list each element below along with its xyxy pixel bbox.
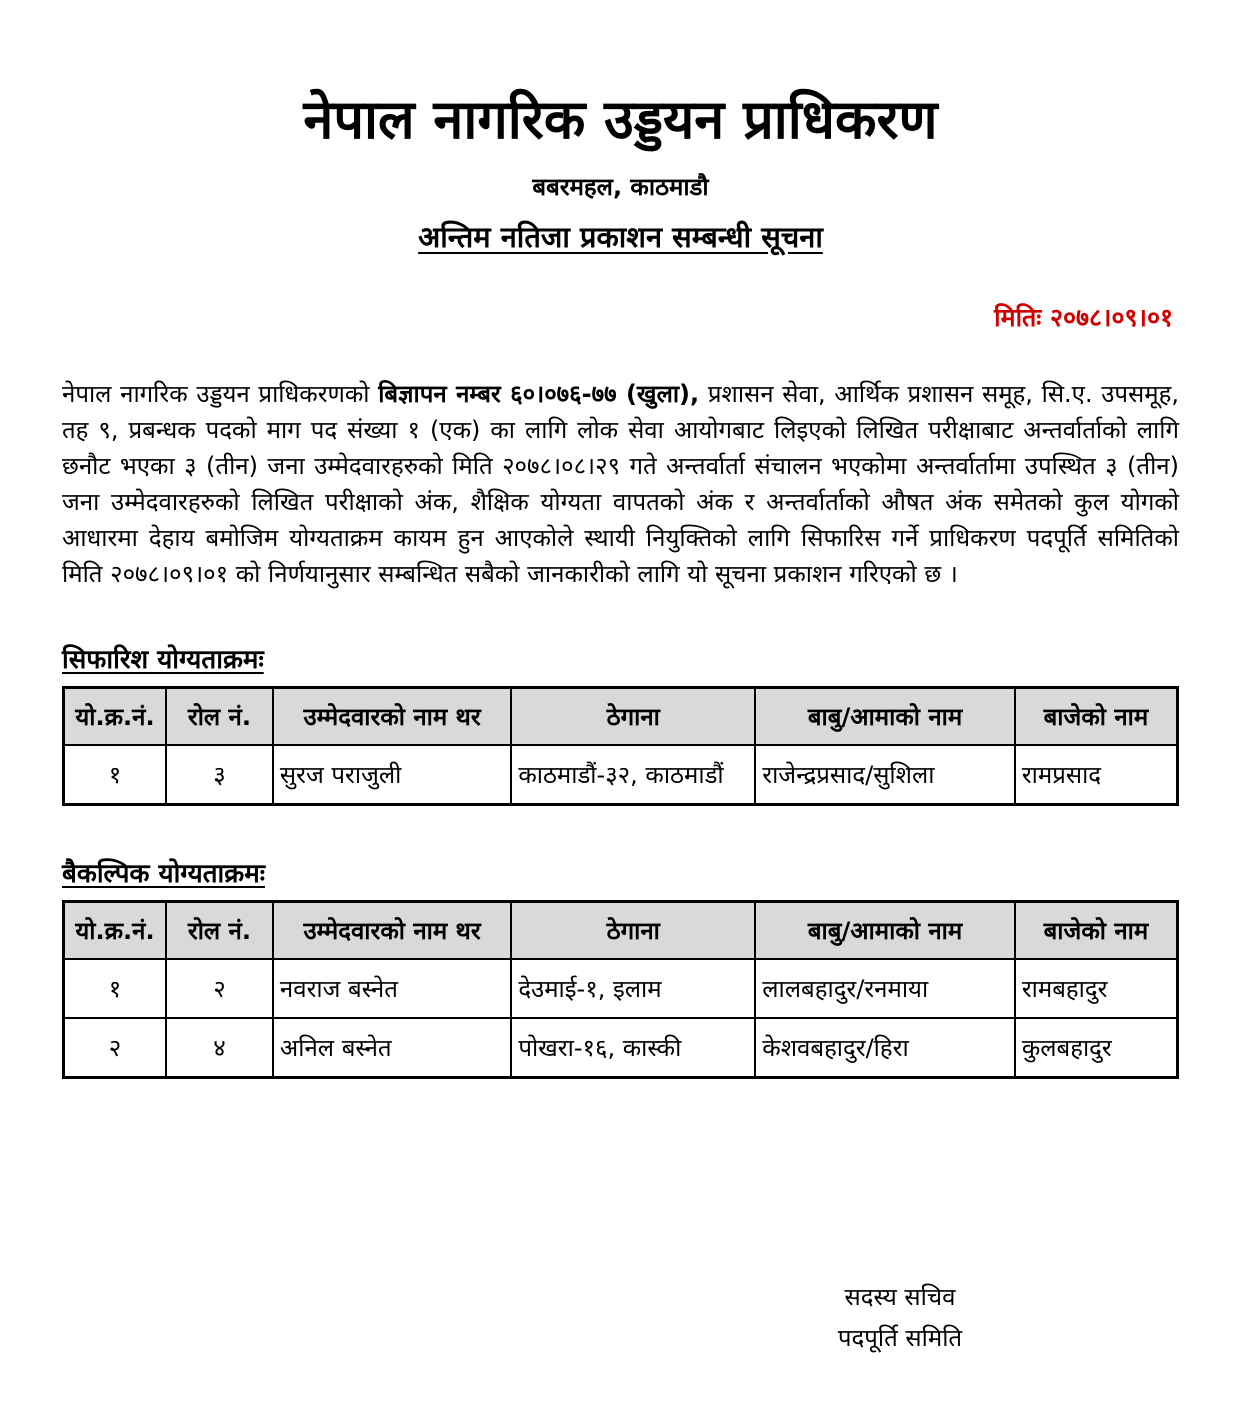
notice-heading: अन्तिम नतिजा प्रकाशन सम्बन्धी सूचना: [418, 219, 823, 254]
table-header-row: [64, 901, 1178, 959]
column-header-roll-no: रोल नं.: [166, 901, 273, 959]
cell-candidate-name: नवराज बस्नेत: [273, 959, 511, 1018]
recommended-table: [62, 686, 1179, 806]
column-header-candidate-name: उम्मेदवारको नाम थर: [273, 901, 511, 959]
paragraph-text-before-bold: नेपाल नागरिक उड्डयन प्राधिकरणको: [62, 379, 379, 408]
paragraph-text-after-bold: प्रशासन सेवा, आर्थिक प्रशासन समूह, सि.ए. उपसमूह, तह ९, प्रबन्धक पदको माग पद संख्या १ (एक) का लागि लोक सेवा आयोगबाट लिइएको लिखित परीक्षाबाट अन्तर्वार्ताको लागि छनौट भएका ३ (तीन) जना उम्मेदवारहरुको मिति २०७८।०८।२९ गते अन्तर्वार्ता संचालन भएकोमा अन्तर्वार्तामा उपस्थित ३ (तीन) जना उम्मेदवारहरुको लिखित परीक्षाको अंक, शैक्षिक योग्यता वापतको अंक र अन्तर्वार्ताको औषत अंक समेतको कुल योगको आधारमा देहाय बमोजिम योग्यताक्रम कायम हुन आएकोले स्थायी नियुक्तिको लागि सिफारिस गर्ने प्राधिकरण पदपूर्ति समितिको मिति २०७८।०९।०१ को निर्णयानुसार सम्बन्धित सबैको जानकारीको लागि यो सूचना प्रकाशन गरिएको छ ।: [62, 379, 1180, 588]
alternative-list-heading: बैकल्पिक योग्यताक्रमः: [62, 858, 266, 889]
cell-roll-no: ३: [166, 745, 273, 805]
notice-body-paragraph: [62, 376, 1179, 592]
column-header-merit-no: यो.क्र.नं.: [64, 901, 166, 959]
cell-parents-name: केशवबहादुर/हिरा: [755, 1018, 1015, 1078]
cell-parents-name: राजेन्द्रप्रसाद/सुशिला: [755, 745, 1015, 805]
cell-candidate-name: सुरज पराजुली: [273, 745, 511, 805]
signatory-committee: पदपूर्ति समिति: [837, 1323, 963, 1352]
cell-merit-no: २: [64, 1018, 166, 1078]
column-header-parents-name: बाबु/आमाको नाम: [755, 901, 1015, 959]
cell-grandfather-name: रामबहादुर: [1015, 959, 1178, 1018]
column-header-candidate-name: उम्मेदवारको नाम थर: [273, 687, 511, 745]
cell-candidate-name: अनिल बस्नेत: [273, 1018, 511, 1078]
column-header-grandfather-name: बाजेको नाम: [1015, 687, 1178, 745]
column-header-roll-no: रोल नं.: [166, 687, 273, 745]
cell-grandfather-name: रामप्रसाद: [1015, 745, 1178, 805]
cell-parents-name: लालबहादुर/रनमाया: [755, 959, 1015, 1018]
table-row: [64, 745, 1178, 805]
table-header-row: [64, 687, 1178, 745]
notice-date: मितिः २०७८।०९।०१: [994, 302, 1173, 332]
column-header-address: ठेगाना: [511, 687, 755, 745]
page-title: नेपाल नागरिक उड्डयन प्राधिकरण: [303, 88, 938, 151]
cell-merit-no: १: [64, 959, 166, 1018]
advertisement-number-bold: बिज्ञापन नम्बर ६०।०७६-७७ (खुला),: [378, 379, 700, 408]
column-header-grandfather-name: बाजेको नाम: [1015, 901, 1178, 959]
signature-block: [764, 1277, 1036, 1359]
column-header-parents-name: बाबु/आमाको नाम: [755, 687, 1015, 745]
organization-address: बबरमहल, काठमाडौ: [532, 172, 709, 201]
table-row: [64, 959, 1178, 1018]
signatory-title: सदस्य सचिव: [844, 1282, 956, 1311]
column-header-address: ठेगाना: [511, 901, 755, 959]
cell-address: काठमाडौं-३२, काठमाडौं: [511, 745, 755, 805]
recommended-list-heading: सिफारिश योग्यताक्रमः: [62, 644, 264, 675]
cell-grandfather-name: कुलबहादुर: [1015, 1018, 1178, 1078]
cell-merit-no: १: [64, 745, 166, 805]
cell-roll-no: ४: [166, 1018, 273, 1078]
cell-roll-no: २: [166, 959, 273, 1018]
cell-address: देउमाई-१, इलाम: [511, 959, 755, 1018]
alternative-table: [62, 900, 1179, 1079]
cell-address: पोखरा-१६, कास्की: [511, 1018, 755, 1078]
column-header-merit-no: यो.क्र.नं.: [64, 687, 166, 745]
table-row: [64, 1018, 1178, 1078]
